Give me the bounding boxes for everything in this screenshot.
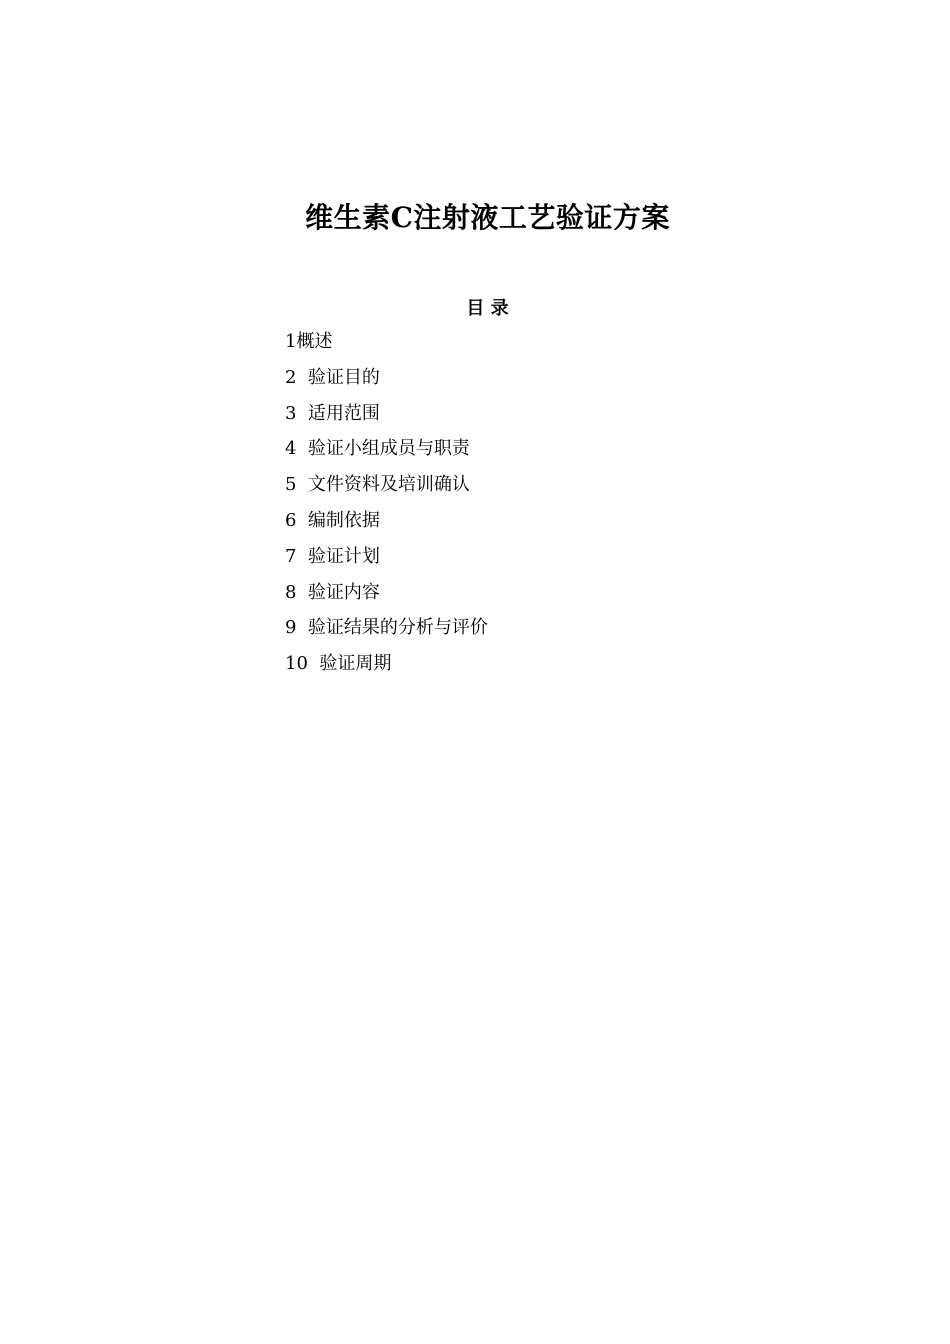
toc-item-purpose: 2 验证目的: [285, 366, 380, 388]
toc-item-team: 4 验证小组成员与职责: [285, 438, 470, 460]
toc-item-result-analysis: 9 验证结果的分析与评价: [285, 617, 488, 639]
toc-heading: 目 录: [466, 298, 509, 319]
table-of-contents: [285, 330, 488, 688]
toc-item-basis: 6 编制依据: [285, 509, 380, 531]
toc-item-content: 8 验证内容: [285, 581, 380, 603]
toc-item-documents-training: 5 文件资料及培训确认: [285, 474, 470, 496]
toc-item-plan: 7 验证计划: [285, 545, 380, 567]
toc-item-cycle: 10 验证周期: [285, 653, 392, 675]
toc-item-overview: 1概述: [285, 331, 333, 352]
toc-item-scope: 3 适用范围: [285, 402, 380, 424]
document-title: 维生素C注射液工艺验证方案: [305, 201, 670, 234]
